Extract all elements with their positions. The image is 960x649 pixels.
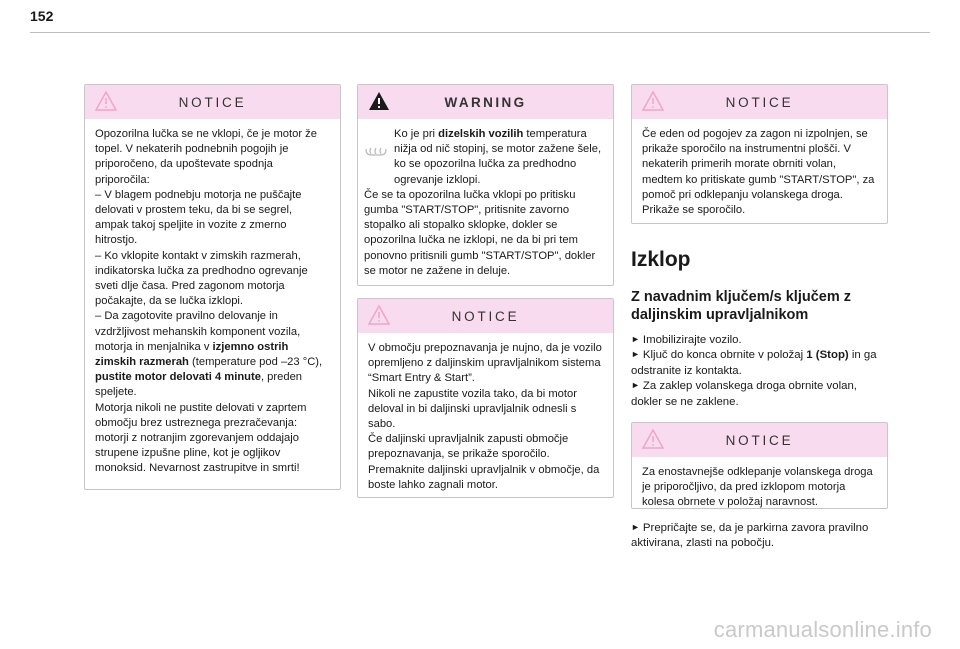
warning-text: temperatura nižja od nič stopinj, se motor zažene šele, ko se opozorilna lučka za predhodno ogrevanje izklopi. bbox=[394, 128, 602, 186]
notice-title: NOTICE bbox=[725, 432, 794, 448]
notice-header bbox=[632, 85, 887, 119]
caution-triangle-icon bbox=[94, 90, 118, 112]
notice-line: vzdržljivost mehanskih komponent vozila, bbox=[95, 325, 301, 338]
notice-line: indikatorska lučka za predhodno ogrevanje bbox=[95, 264, 308, 277]
notice-line: ampak takoj speljite in vozite z zmerno bbox=[95, 219, 287, 232]
step-item: ► Za zaklep volanskega droga obrnite volan, dokler se ne zaklene. bbox=[631, 380, 857, 408]
notice-body bbox=[632, 457, 887, 522]
notice-line: motorja in menjalnika v bbox=[95, 340, 213, 353]
notice-body bbox=[358, 333, 613, 504]
notice-paragraph: Če daljinski upravljalnik zapusti območje prepoznavanja, se prikaže sporočilo. Premaknite daljinski upravljalnik v območje, da boste lahko zagnali motor. bbox=[368, 433, 600, 491]
warning-box-diesel bbox=[357, 84, 614, 286]
caution-triangle-icon bbox=[641, 428, 665, 450]
notice-line: – V blagem podnebju motorja ne puščajte bbox=[95, 188, 302, 201]
bold-diesel: dizelskih vozilih bbox=[438, 128, 524, 140]
warning-triangle-icon bbox=[367, 90, 391, 112]
notice-box-recognition-zone bbox=[357, 298, 614, 498]
notice-title: NOTICE bbox=[178, 94, 247, 110]
warning-body bbox=[358, 119, 613, 290]
notice-body bbox=[85, 119, 340, 488]
steps bbox=[631, 333, 888, 410]
warning-paragraph: Če se ta opozorilna lučka vklopi po pritisku gumba "START/STOP", pritisnite zavorno stopalko ali stopalko sklopke, dokler se opozorilna lučka ne izklopi, ne da bi pri tem ponovno pritisnili gumb "START/STOP", dokler se motor ne zažene in deluje. bbox=[364, 188, 596, 277]
step-item: ► Prepričajte se, da je parkirna zavora pravilno aktivirana, zlasti na pobočju. bbox=[631, 522, 869, 550]
step-item: ► Ključ do konca obrnite v položaj 1 (Stop) in ga odstranite iz kontakta. bbox=[631, 349, 877, 377]
notice-paragraph: V območju prepoznavanja je nujno, da je vozilo opremljeno z daljinskim upravljalnikom sistema “Smart Entry & Start”. bbox=[368, 342, 602, 385]
notice-header bbox=[85, 85, 340, 119]
column-right bbox=[631, 84, 888, 552]
arrow-icon: ► bbox=[631, 334, 640, 344]
glow-plug-icon bbox=[364, 145, 388, 159]
header-divider bbox=[30, 32, 930, 33]
caution-triangle-icon bbox=[367, 304, 391, 326]
bold-instruction: pustite motor delovati 4 minute bbox=[95, 371, 261, 384]
notice-box-steering-lock bbox=[631, 422, 888, 509]
notice-text: (temperature pod –23 °C), bbox=[188, 356, 323, 369]
notice-header bbox=[632, 423, 887, 457]
warning-text: Ko je pri bbox=[394, 128, 439, 140]
notice-header bbox=[358, 299, 613, 333]
step-item: ► Imobilizirajte vozilo. bbox=[631, 334, 742, 346]
notice-line: strupene izpušne pline, kot je ogljikov bbox=[95, 447, 281, 460]
notice-line: – Ko vklopite kontakt v zimskih razmerah, bbox=[95, 249, 301, 262]
notice-line: delovati v prostem teku, da bi se segrel, bbox=[95, 204, 293, 217]
notice-line: hitrostjo. bbox=[95, 234, 138, 247]
notice-title: NOTICE bbox=[451, 308, 520, 324]
notice-line: počakajte, da se lučka izklopi. bbox=[95, 295, 244, 308]
notice-line: sveti dlje časa. Pred zagonom motorja bbox=[95, 280, 285, 293]
column-left bbox=[84, 84, 341, 490]
notice-text: , preden speljete. bbox=[95, 371, 303, 399]
notice-body bbox=[632, 119, 887, 229]
notice-line: motorji z notranjim zgorevanjem oddajajo bbox=[95, 432, 299, 445]
notice-title: NOTICE bbox=[725, 94, 794, 110]
arrow-icon: ► bbox=[631, 522, 640, 533]
notice-paragraph: Če eden od pogojev za zagon ni izpolnjen, se prikaže sporočilo na instrumentni plošči. V nekaterih primerih morate obrniti volan, medtem ko pritiskate gumb "START/STOP", za pomoč pri odklepanju volanskega droga. Prikaže se sporočilo. bbox=[642, 128, 875, 217]
notice-line: Opozorilna lučka se ne vklopi, če je motor že bbox=[95, 128, 317, 140]
arrow-icon: ► bbox=[631, 349, 640, 360]
notice-line: območju brez ustreznega prezračevanja: bbox=[95, 416, 298, 429]
arrow-icon: ► bbox=[631, 380, 640, 391]
watermark: carmanualsonline.info bbox=[713, 617, 932, 642]
warning-header bbox=[358, 85, 613, 119]
caution-triangle-icon bbox=[641, 90, 665, 112]
subsection-heading: Z navadnim ključem/s ključem z daljinskim upravljalnikom bbox=[631, 289, 851, 323]
notice-paragraph: Nikoli ne zapustite vozila tako, da bi motor deloval in bi daljinski upravljalnik odnesli s sabo. bbox=[368, 387, 577, 431]
notice-line: priporočila: bbox=[95, 173, 150, 186]
warning-title: WARNING bbox=[444, 94, 527, 110]
bold-position: 1 (Stop) bbox=[806, 349, 849, 362]
section-heading: Izklop bbox=[631, 248, 691, 271]
notice-line: Motorja nikoli ne pustite delovati v zaprtem bbox=[95, 401, 307, 414]
bold-condition: izjemno ostrih zimskih razmerah bbox=[95, 340, 289, 369]
page-number: 152 bbox=[30, 8, 54, 24]
notice-box-start-conditions bbox=[631, 84, 888, 224]
notice-line: – Da zagotovite pravilno delovanje in bbox=[95, 310, 278, 323]
notice-box-engine-warm bbox=[84, 84, 341, 490]
column-middle bbox=[357, 84, 614, 498]
notice-line: monoksid. Nevarnost zastrupitve in smrti! bbox=[95, 462, 300, 475]
notice-line: topel. V nekaterih podnebnih pogojih je bbox=[95, 143, 289, 156]
notice-paragraph: Za enostavnejše odklepanje volanskega droga je priporočljivo, da pred izklopom motorja kolesa obrnete v položaj naravnost. bbox=[642, 466, 873, 509]
final-step bbox=[631, 521, 888, 552]
notice-line: priporočeno, da upoštevate spodnja bbox=[95, 158, 273, 171]
